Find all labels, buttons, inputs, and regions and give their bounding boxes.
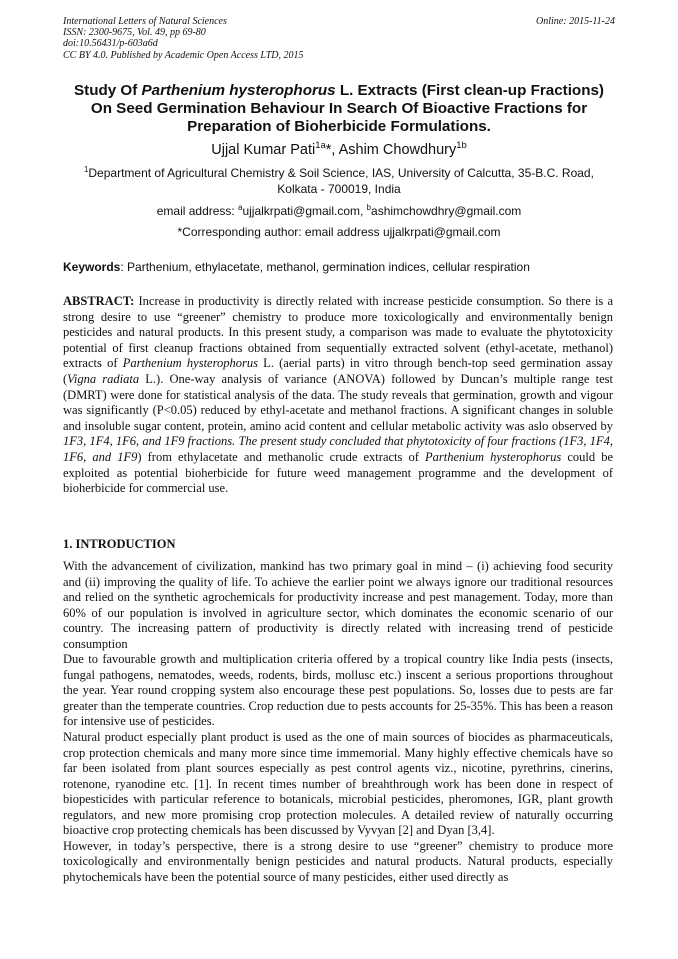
abstract-italic: 1F3, 1F4, 1F6, and 1F9: [63, 434, 185, 449]
intro-paragraph: However, in today’s perspective, there is a strong desire to use “greener” chemistry to produce more toxicologically and environmentally benign pesticides and natural products. Natural products, especially phytochemicals have been the potential source of many pesticides, either used directly as: [63, 838, 613, 884]
affiliation: [63, 165, 615, 198]
abstract-italic: Vigna radiata: [67, 371, 140, 386]
abstract-italic: 1F3, 1F4, 1F6, and 1F9: [63, 434, 613, 464]
abstract-text: Increase in productivity is directly related with increase pesticide consumption. So there is a strong desire to use “greener” chemistry to produce more toxicologically and environmentally benign pesticides and natural products. In this present study, a comparison was made to evaluate the phytotoxicity potential of first cleanup fractions obtained from sequentially extracted solvent (ethyl-acetate, methanol) extracts of: [63, 294, 613, 371]
abstract-label: ABSTRACT:: [63, 294, 135, 308]
affiliation-text: Department of Agricultural Chemistry & Soil Science, IAS, University of Calcutta, 35-B.C. Road, Kolkata - 700019, India: [88, 166, 594, 197]
abstract-text: ) from ethylacetate and methanolic crude extracts of: [137, 449, 426, 464]
email-superscript: a: [238, 203, 243, 212]
abstract-text: L. (aerial parts) in vitro through bench-top seed germination assay (: [63, 356, 614, 386]
keywords-line: [63, 259, 615, 275]
intro-paragraph: Due to favourable growth and multiplication criteria offered by a tropical country like India pests (insects, fungal pathogens, nematodes, weeds, rodents, birds, mollusc etc.) inscent a serious proportions throughout the year. Year round cropping system also encourage these pest populations. So, losses due to pests are far greater than the temperate countries. Crop reduction due to pests accounts for 25-35%. This has been a reason for intensive use of pesticides.: [63, 652, 613, 729]
affiliation-superscript: 1: [84, 165, 89, 174]
author-separator: *,: [325, 142, 339, 158]
keywords-text: : Parthenium, ethylacetate, methanol, germination indices, cellular respiration: [120, 260, 530, 274]
doi-line: doi:10.56431/p-603a6d: [63, 38, 158, 50]
abstract-italic: Parthenium hysterophorus: [425, 449, 562, 464]
journal-name: International Letters of Natural Sciences: [63, 16, 227, 27]
email-prefix: email address:: [156, 204, 239, 218]
author-superscript: 1b: [456, 139, 467, 151]
abstract-text: could be exploited as potential bioherbicide for future weed management programme and the development of bioherbicide for commercial use.: [63, 449, 614, 496]
journal-header: [63, 16, 615, 61]
paper-title: [70, 82, 608, 136]
keywords-label: Keywords: [63, 260, 121, 274]
abstract-paragraph: [63, 294, 613, 497]
online-date: Online: 2015-11-24: [536, 16, 615, 27]
abstract-italic: fractions. The present study concluded that phytotoxicity of four fractions (: [184, 434, 564, 449]
title-species: Parthenium hysterophorus: [141, 82, 336, 99]
title-part2: L. Extracts (First clean-up Fractions) On Seed Germination Behaviour In Search Of Bioactive Fractions for Preparation of Bioherbicide Formulations.: [90, 82, 604, 135]
introduction-body: [63, 559, 613, 885]
intro-paragraph: Natural product especially plant product is used as the one of main sources of biocides as pharmaceuticals, crop protection chemicals and many more since time immemorial. Many highly effective chemicals have so far been isolated from plant sources especially as pest control agents viz., nicotine, pyrethrins, cinerins, rotenone, ryanodine etc. [1]. In recent times number of breahthrough work has been done in respect of biopesticides with particular reference to botanicals, microbial pesticides, pheromones, IGR, plant growth regulators, and new more promising crop protection molecules. A detailed review of naturally occurring bioactive crop protecting chemicals has been discussed by Vyvyan [2] and Dyan [3,4].: [63, 730, 613, 838]
license-line: CC BY 4.0. Published by Academic Open Access LTD, 2015: [63, 49, 304, 61]
email-link[interactable]: ashimchowdhry@gmail.com: [371, 204, 522, 218]
email-line: [63, 203, 615, 219]
author-list: [63, 141, 615, 159]
abstract-italic: Parthenium hysterophorus: [122, 356, 258, 371]
author-name: Ujjal Kumar Pati: [211, 142, 316, 158]
abstract-text: L.). One-way analysis of variance (ANOVA) followed by Duncan’s multiple range test (DMRT) were done for statistical analysis of the data. The study reveals that germination, growth and vigour was significantly (P<0.05) reduced by ethyl-acetate and methanol fractions. A significant changes in soluble and insoluble sugar content, protein, amino acid content and cellular metabolic activity was aslo observed by: [63, 371, 613, 433]
intro-paragraph: With the advancement of civilization, mankind has two primary goal in mind – (i) achieving food security and (ii) improving the quality of life. To achieve the earlier point we always ignore our traditional resources and relied on the synthetic agrochemicals for productivity increase and pest management. Today, more than 60% of our population is involved in agriculture sector, which dominates the economic scenario of our country. The increasing pattern of productivity is directly related with increasing trend of pesticide consumption: [63, 559, 613, 651]
email-superscript: b: [366, 203, 372, 212]
title-part1: Study Of: [74, 82, 142, 99]
email-link[interactable]: ujjalkrpati@gmail.com,: [242, 204, 367, 218]
author-superscript: 1a: [315, 139, 326, 151]
section-heading: 1. INTRODUCTION: [63, 537, 176, 551]
issn-line: ISSN: 2300-9675, Vol. 49, pp 69-80: [63, 27, 206, 39]
author-name: Ashim Chowdhury: [338, 142, 457, 158]
corresponding-author: *Corresponding author: email address ujjalkrpati@gmail.com: [177, 225, 501, 239]
